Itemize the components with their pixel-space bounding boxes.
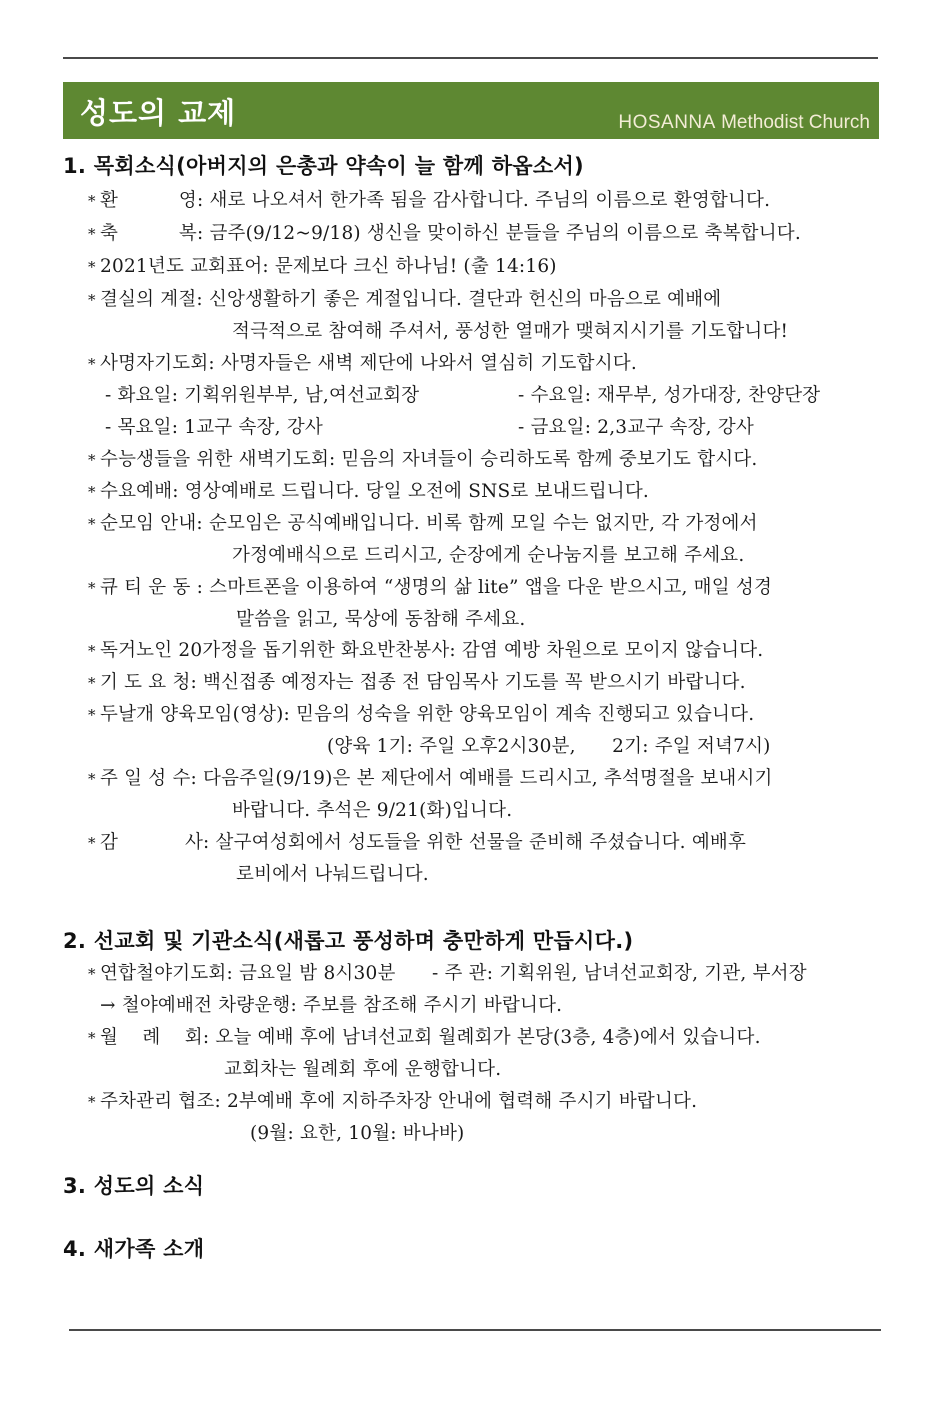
schedule-wednesday: - 수요일: 재무부, 성가대장, 찬양단장 — [518, 385, 821, 406]
notice-monthly-meeting-cont: 교회차는 월례회 후에 운행합니다. — [224, 1059, 502, 1080]
bullet-star-icon: * — [88, 483, 96, 501]
church-name: HOSANNA — [618, 112, 716, 133]
notice-all-night-prayer: * 연합철야기도회: 금요일 밤 8시30분 - 주 관: 기획위원, 남녀선교회장, 기관, 부서장 — [88, 963, 807, 984]
section-heading-3: 3. 성도의 소식 — [63, 1174, 205, 1198]
notice-harvest-cont: 적극적으로 참여해 주셔서, 풍성한 열매가 맺혀지시기를 기도합니다! — [232, 321, 789, 342]
notice-shuttle: → 철야예배전 차량운행: 주보를 참조해 주시기 바랍니다. — [100, 995, 563, 1016]
bullet-star-icon: * — [88, 834, 96, 852]
notice-motto: * 2021년도 교회표어: 문제보다 크신 하나님! (출 14:16) — [88, 256, 557, 277]
bullet-star-icon: * — [88, 1093, 96, 1111]
banner-subtitle — [618, 112, 870, 134]
notice-cell-group-cont: 가정예배식으로 드리시고, 순장에게 순나눔지를 보고해 주세요. — [232, 545, 745, 566]
bullet-star-icon: * — [88, 706, 96, 724]
notice-discipleship: * 두날개 양육모임(영상): 믿음의 성숙을 위한 양육모임이 계속 진행되고 있습니다. — [88, 704, 755, 725]
notice-prayer-request: * 기 도 요 청: 백신접종 예정자는 접종 전 담임목사 기도를 꼭 받으시기 바랍니다. — [88, 672, 746, 693]
section-heading-2: 2. 선교회 및 기관소식(새롭고 풍성하며 충만하게 만듭시다.) — [63, 929, 634, 953]
bullet-star-icon: * — [88, 965, 96, 983]
bullet-star-icon: * — [88, 258, 96, 276]
notice-qt: * 큐 티 운 동 : 스마트폰을 이용하여 “생명의 삶 lite” 앱을 다운 받으시고, 매일 성경 — [88, 577, 773, 598]
notice-prayer-meeting: * 사명자기도회: 사명자들은 새벽 제단에 나와서 열심히 기도합시다. — [88, 353, 637, 374]
bullet-star-icon: * — [88, 291, 96, 309]
notice-wednesday-service: * 수요예배: 영상예배로 드립니다. 당일 오전에 SNS로 보내드립니다. — [88, 481, 649, 502]
bullet-star-icon: * — [88, 674, 96, 692]
top-divider — [63, 57, 878, 59]
notice-exam-prayer: * 수능생들을 위한 새벽기도회: 믿음의 자녀들이 승리하도록 함께 중보기도 합시다. — [88, 449, 758, 470]
bullet-star-icon: * — [88, 225, 96, 243]
notice-harvest: * 결실의 계절: 신앙생활하기 좋은 계절입니다. 결단과 헌신의 마음으로 예배에 — [88, 289, 722, 310]
notice-thanks-cont: 로비에서 나눠드립니다. — [236, 864, 429, 885]
notice-cell-group: * 순모임 안내: 순모임은 공식예배입니다. 비록 함께 모일 수는 없지만, 각 가정에서 — [88, 513, 758, 534]
notice-welcome: * 환 영: 새로 나오셔서 한가족 됨을 감사합니다. 주님의 이름으로 환영합니다. — [88, 190, 771, 211]
bottom-divider — [69, 1329, 881, 1331]
church-type: Methodist Church — [721, 112, 870, 133]
bullet-star-icon: * — [88, 579, 96, 597]
bullet-star-icon: * — [88, 192, 96, 210]
bullet-star-icon: * — [88, 770, 96, 788]
section-banner — [63, 82, 879, 139]
bullet-star-icon: * — [88, 355, 96, 373]
notice-parking-cont: (9월: 요한, 10월: 바나바) — [250, 1123, 465, 1144]
schedule-tuesday: - 화요일: 기획위원부부, 남,여선교회장 — [105, 385, 420, 406]
notice-elderly-service: * 독거노인 20가정을 돕기위한 화요반찬봉사: 감염 예방 차원으로 모이지 않습니다. — [88, 640, 764, 661]
notice-qt-cont: 말씀을 읽고, 묵상에 동참해 주세요. — [236, 609, 526, 630]
notice-blessing: * 축 복: 금주(9/12~9/18) 생신을 맞이하신 분들을 주님의 이름으로 축복합니다. — [88, 223, 801, 244]
notice-sabbath: * 주 일 성 수: 다음주일(9/19)은 본 제단에서 예배를 드리시고, 추석명절을 보내시기 — [88, 768, 773, 789]
notice-monthly-meeting: * 월 례 회: 오늘 예배 후에 남녀선교회 월례회가 본당(3층, 4층)에서 있습니다. — [88, 1027, 761, 1048]
section-heading-4: 4. 새가족 소개 — [63, 1237, 205, 1261]
bullet-star-icon: * — [88, 642, 96, 660]
notice-sabbath-cont: 바랍니다. 추석은 9/21(화)입니다. — [232, 800, 513, 821]
section-heading-1: 1. 목회소식(아버지의 은총과 약속이 늘 함께 하옵소서) — [63, 154, 584, 178]
schedule-friday: - 금요일: 2,3교구 속장, 강사 — [518, 417, 754, 438]
bullet-star-icon: * — [88, 1029, 96, 1047]
bullet-star-icon: * — [88, 451, 96, 469]
bullet-star-icon: * — [88, 515, 96, 533]
notice-thanks: * 감 사: 살구여성회에서 성도들을 위한 선물을 준비해 주셨습니다. 예배후 — [88, 832, 747, 853]
notice-discipleship-times: (양육 1기: 주일 오후2시30분, 2기: 주일 저녁7시) — [327, 736, 771, 757]
schedule-thursday: - 목요일: 1교구 속장, 강사 — [105, 417, 323, 438]
notice-parking: * 주차관리 협조: 2부예배 후에 지하주차장 안내에 협력해 주시기 바랍니다. — [88, 1091, 698, 1112]
banner-title: 성도의 교제 — [80, 96, 237, 130]
